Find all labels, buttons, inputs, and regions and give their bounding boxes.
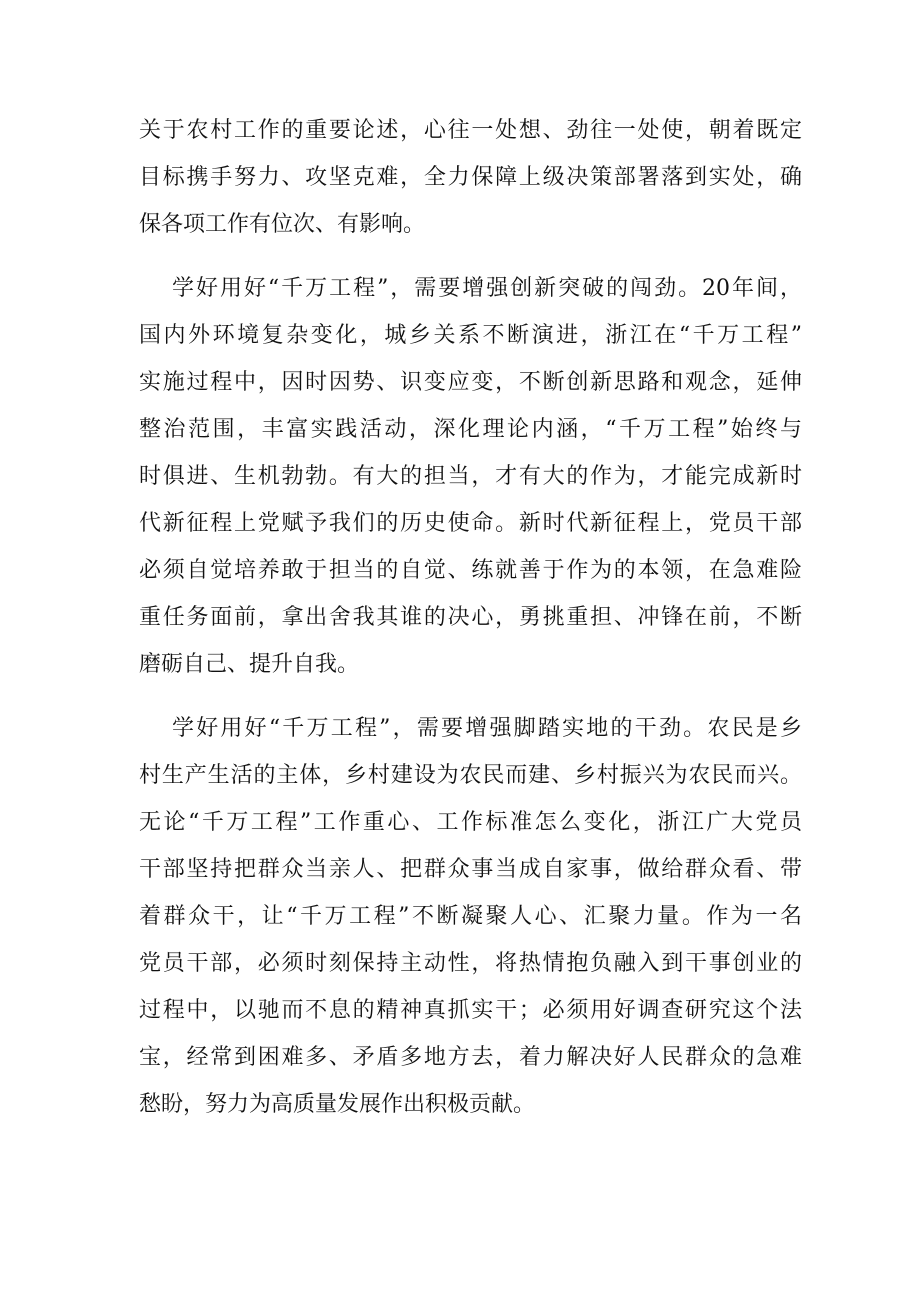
text-line: 磨砺自己、提升自我。 bbox=[139, 652, 360, 677]
text-line: 保各项工作有位次、有影响。 bbox=[139, 212, 426, 237]
paragraph-2 bbox=[139, 265, 802, 688]
text-line: 宝，经常到困难多、矛盾多地方去，着力解决好人民群众的急难 bbox=[139, 1045, 802, 1070]
paragraph-gap bbox=[139, 248, 802, 265]
text-line: 国内外环境复杂变化，城乡关系不断演进，浙江在“千万工程” bbox=[139, 323, 802, 348]
text-line: 无论“千万工程”工作重心、工作标准怎么变化，浙江广大党员 bbox=[139, 810, 802, 835]
text-line: 愁盼，努力为高质量发展作出积极贡献。 bbox=[139, 1092, 536, 1117]
text-line: 党员干部，必须时刻保持主动性，将热情抱负融入到干事创业的 bbox=[139, 951, 802, 976]
text-line: 实施过程中，因时因势、识变应变，不断创新思路和观念，延伸 bbox=[139, 370, 802, 395]
text-line: 重任务面前，拿出舍我其谁的决心，勇挑重担、冲锋在前，不断 bbox=[139, 605, 802, 630]
paragraph-gap bbox=[139, 688, 802, 705]
text-line: 着群众干，让“千万工程”不断凝聚人心、汇聚力量。作为一名 bbox=[139, 904, 802, 929]
document-body bbox=[139, 107, 802, 1128]
text-line: 必须自觉培养敢于担当的自觉、练就善于作为的本领，在急难险 bbox=[139, 558, 802, 583]
text-line: 过程中，以驰而不息的精神真抓实干；必须用好调查研究这个法 bbox=[139, 998, 802, 1023]
text-line: 目标携手努力、攻坚克难，全力保障上级决策部署落到实处，确 bbox=[139, 165, 802, 190]
paragraph-1 bbox=[139, 107, 802, 248]
text-line: 学好用好“千万工程”，需要增强脚踏实地的干劲。农民是乡 bbox=[172, 716, 802, 741]
text-line: 整治范围，丰富实践活动，深化理论内涵，“千万工程”始终与 bbox=[139, 417, 802, 442]
text-line: 时俱进、生机勃勃。有大的担当，才有大的作为，才能完成新时 bbox=[139, 464, 802, 489]
text-line: 代新征程上党赋予我们的历史使命。新时代新征程上，党员干部 bbox=[139, 511, 802, 536]
paragraph-3 bbox=[139, 705, 802, 1128]
text-line: 关于农村工作的重要论述，心往一处想、劲往一处使，朝着既定 bbox=[139, 118, 802, 143]
text-line: 村生产生活的主体，乡村建设为农民而建、乡村振兴为农民而兴。 bbox=[139, 763, 802, 788]
text-line: 学好用好“千万工程”，需要增强创新突破的闯劲。20年间， bbox=[172, 276, 802, 301]
text-line: 干部坚持把群众当亲人、把群众事当成自家事，做给群众看、带 bbox=[139, 857, 802, 882]
